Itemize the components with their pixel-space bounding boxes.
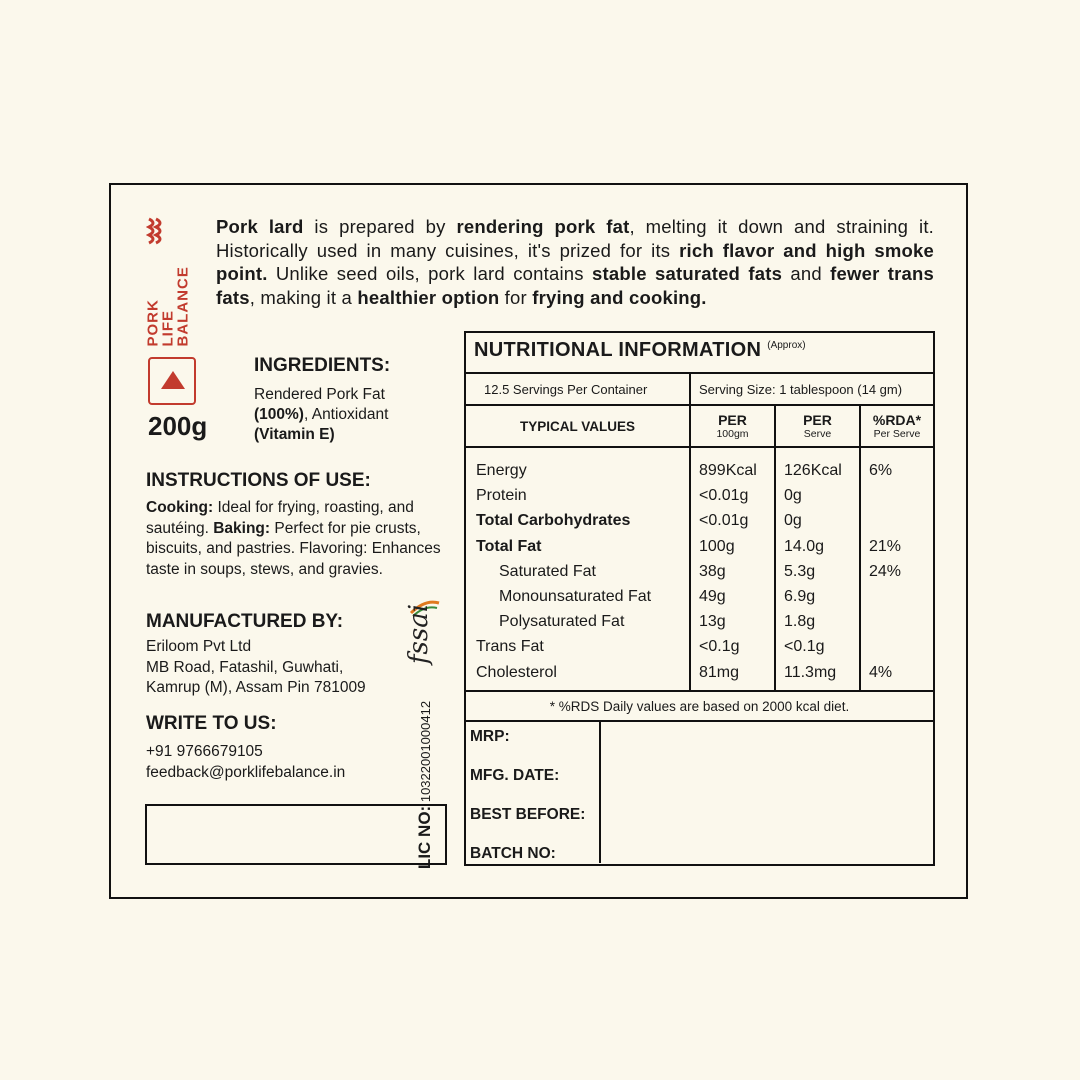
nutrient-serve-cell: 14.0g	[784, 537, 825, 555]
description-segment: , making it a	[249, 286, 358, 308]
nutrient-name-cell: Energy	[476, 462, 527, 479]
nutrient-per100-cell: 899Kcal	[699, 462, 757, 479]
nutrient-rda-cell: 24%	[869, 562, 902, 580]
nutrition-title: NUTRITIONAL INFORMATION $^{(Approx)}$	[466, 333, 933, 374]
nutrient-serve-cell: 0g	[784, 487, 802, 505]
nutrient-rda-cell: 21%	[869, 537, 902, 555]
nutrient-serve-cell: 11.3mg	[784, 663, 837, 681]
nutrition-values	[466, 448, 933, 692]
description-segment: rendering pork fat	[456, 216, 630, 237]
batch-no-label: BATCH NO:	[470, 845, 556, 862]
description-segment: stable saturated fats	[592, 263, 783, 284]
phone-number: +91 9766679105	[146, 743, 263, 760]
manufacturer-title: MANUFACTURED BY:	[146, 611, 344, 632]
nutrient-name-cell: Protein	[476, 487, 527, 505]
nutrient-rda-cell	[869, 483, 933, 508]
product-description	[216, 215, 934, 309]
nutrient-per100-cell: <0.1g	[699, 638, 740, 656]
nutrient-per100-cell: <0.01g	[699, 487, 749, 505]
description-segment: rich flavor and high smoke point.	[216, 239, 934, 284]
column-headers: TYPICAL VALUES PER 100gm PER Serve %RDA* Per Serve	[466, 406, 933, 448]
description-segment: healthier option	[357, 286, 500, 308]
brand-logo	[144, 215, 204, 347]
nutrient-serve-cell: 6.9g	[784, 587, 816, 605]
nutrient-per100-cell: 49g	[699, 587, 726, 605]
blank-box	[145, 804, 447, 865]
mrp-label: MRP:	[470, 728, 510, 745]
brand-line-3: BALANCE	[174, 266, 192, 347]
description-segment: and	[782, 263, 831, 284]
mfg-date-label: MFG. DATE:	[470, 767, 560, 784]
nutrient-per100-cell: 81mg	[699, 663, 740, 681]
nutrient-name-cell: Total Fat	[476, 537, 542, 555]
servings-per-container: 12.5 Servings Per Container	[466, 374, 691, 404]
license-number: LIC NO: 10322001000412	[415, 700, 435, 870]
instructions-text: Cooking: Ideal for frying, roasting, and sautéing. Baking: Perfect for pie crusts, biscuits, and pastries. Flavoring: Enhances taste in soups, stews, and gravies.	[146, 499, 441, 578]
fssai-logo-icon: fssai	[407, 597, 443, 677]
brand-line-1: PORK	[144, 299, 162, 347]
rda-footnote: * %RDS Daily values are based on 2000 kcal diet.	[466, 692, 933, 722]
ingredients-title: INGREDIENTS:	[254, 355, 391, 376]
nutrient-rda-cell: 4%	[869, 663, 893, 681]
nutrient-name-cell: Polysaturated Fat	[499, 613, 625, 631]
serving-info-row	[466, 374, 933, 406]
net-weight: 200g	[148, 411, 208, 441]
best-before-label: BEST BEFORE:	[470, 806, 586, 823]
product-label	[109, 183, 968, 899]
contact-details	[146, 742, 411, 783]
nutrient-rda-cell	[869, 508, 933, 533]
nutrient-per100-cell: 100g	[699, 537, 735, 555]
nutrient-per100-cell: <0.01g	[699, 512, 749, 530]
nutrient-name-cell: Cholesterol	[476, 663, 557, 681]
nutrient-per100-cell: 38g	[699, 562, 726, 580]
ingredients-text: Rendered Pork Fat (100%), Antioxidant (Vitamin E)	[254, 386, 389, 443]
description-segment: fewer trans fats	[216, 263, 935, 308]
nutrient-rda-cell	[869, 584, 933, 609]
batch-values-box	[601, 722, 933, 863]
nutrient-rda-cell	[869, 609, 933, 634]
nutrient-rda-cell	[869, 634, 933, 659]
nutrient-serve-cell: 5.3g	[784, 562, 816, 580]
nutrient-name-cell: Saturated Fat	[499, 562, 596, 580]
batch-info	[466, 722, 933, 863]
nutrient-per100-cell: 13g	[699, 613, 726, 631]
description-segment: frying and cooking.	[532, 286, 707, 308]
description-segment: Pork lard	[216, 216, 304, 237]
instructions-title: INSTRUCTIONS OF USE:	[146, 470, 371, 491]
nutrition-table	[464, 331, 935, 866]
nutrient-serve-cell: <0.1g	[784, 638, 825, 656]
manufacturer-address: Eriloom Pvt Ltd MB Road, Fatashil, Guwhati, Kamrup (M), Assam Pin 781009	[146, 638, 366, 696]
description-segment: for	[499, 286, 533, 308]
nutrient-serve-cell: 1.8g	[784, 613, 816, 631]
description-segment: , melting it down and straining it. Historically used in many cuisines, it's prized for its	[216, 216, 935, 261]
email-address: feedback@porklifebalance.in	[146, 763, 346, 781]
nutrient-name-cell: Total Carbohydrates	[476, 512, 631, 530]
nutrient-name-cell: Monounsaturated Fat	[499, 587, 652, 605]
nutrient-name-cell: Trans Fat	[476, 638, 544, 656]
serving-size: Serving Size: 1 tablespoon (14 gm)	[699, 381, 903, 397]
non-veg-symbol-icon	[148, 357, 196, 405]
contact-title: WRITE TO US:	[146, 713, 277, 734]
brand-line-2: LIFE	[159, 310, 177, 347]
description-segment: is prepared by	[303, 216, 457, 237]
nutrient-rda-cell: 6%	[869, 462, 893, 479]
nutrient-serve-cell: 126Kcal	[784, 462, 842, 479]
description-segment: Unlike seed oils, pork lard contains	[267, 263, 593, 284]
nutrient-serve-cell: 0g	[784, 512, 802, 530]
